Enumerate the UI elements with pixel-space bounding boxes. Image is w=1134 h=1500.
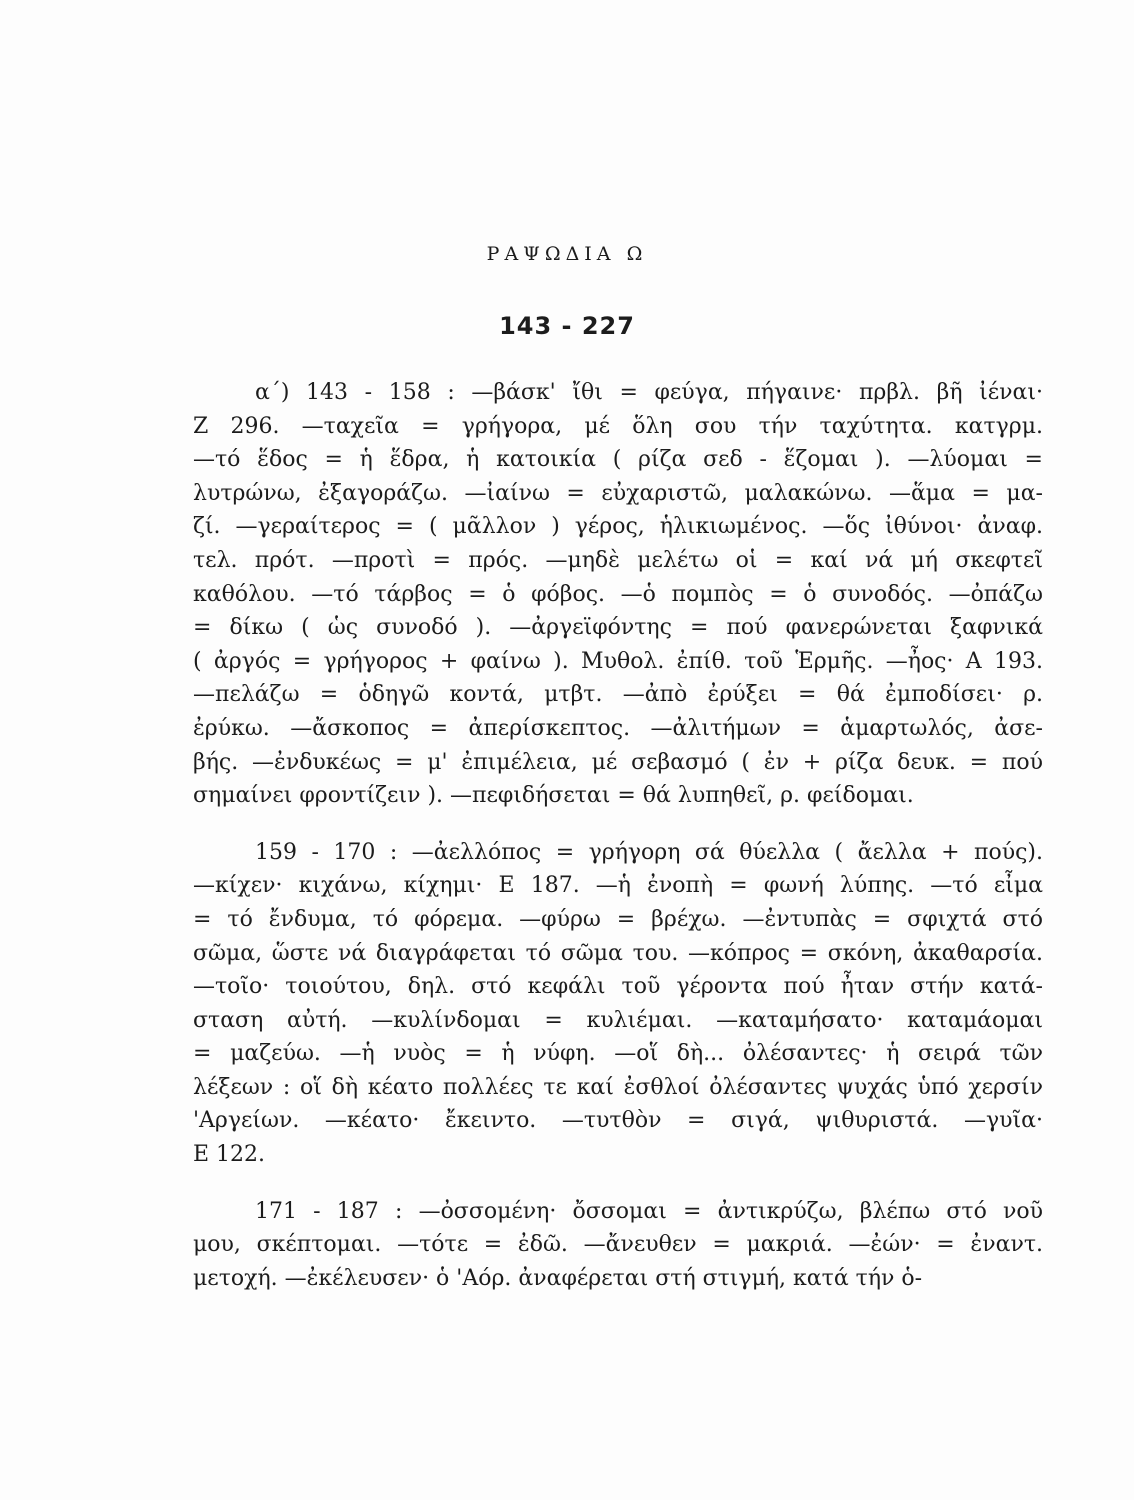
text-line: Ε 122. bbox=[193, 1142, 266, 1168]
text-line: 171 - 187 : —ὀσσομένη· ὄσσομαι = ἀντικρύζω, βλέπω στό νοῦ bbox=[255, 1198, 1043, 1224]
text-line: τελ. πρότ. —προτὶ = πρός. —μηδὲ μελέτω οἱ = καί νά μή σκεφτεῖ bbox=[193, 547, 1043, 573]
text-line: —τό ἕδος = ἡ ἕδρα, ἡ κατοικία ( ρίζα σεδ - ἕζομαι ). —λύομαι = bbox=[193, 447, 1043, 473]
verse-range-title: 143 - 227 bbox=[499, 312, 635, 340]
text-line: σημαίνει φροντίζειν ). —πεφιδήσεται = θά λυπηθεῖ, ρ. φείδομαι. bbox=[193, 783, 914, 809]
text-line: —πελάζω = ὁδηγῶ κοντά, μτβτ. —ἀπὸ ἐρύξει = θά ἐμποδίσει· ρ. bbox=[193, 682, 1043, 708]
text-line: σῶμα, ὥστε νά διαγράφεται τό σῶμα του. —κόπρος = σκόνη, ἀκαθαρσία. bbox=[193, 940, 1043, 966]
text-line: 'Αργείων. —κέατο· ἔκειντο. —τυτθὸν = σιγά, ψιθυριστά. —γυῖα· bbox=[193, 1108, 1043, 1134]
text-line: ζί. —γεραίτερος = ( μᾶλλον ) γέρος, ἡλικιωμένος. —ὅς ἰθύνοι· ἀναφ. bbox=[193, 514, 1043, 540]
text-line: = τό ἔνδυμα, τό φόρεμα. —φύρω = βρέχω. —ἐντυπὰς = σφιχτά στό bbox=[193, 906, 1043, 932]
text-line: Ζ 296. —ταχεῖα = γρήγορα, μέ ὅλη σου τήν ταχύτητα. κατγρμ. bbox=[193, 413, 1043, 439]
text-line: λέξεων : οἵ δὴ κέατο πολλέες τε καί ἐσθλοί ὀλέσαντες ψυχάς ὑπό χερσίν bbox=[193, 1074, 1043, 1100]
text-line: = δίκω ( ὡς συνοδό ). —ἀργεϊφόντης = πού φανερώνεται ξαφνικά bbox=[193, 615, 1043, 641]
text-line: σταση αὐτή. —κυλίνδομαι = κυλιέμαι. —καταμήσατο· καταμάομαι bbox=[193, 1007, 1043, 1033]
text-line: ( ἀργός = γρήγορος + φαίνω ). Μυθολ. ἐπίθ. τοῦ Ἑρμῆς. —ἦος· Α 193. bbox=[193, 648, 1043, 674]
paragraph-159-170 bbox=[193, 836, 1043, 1172]
commentary-body bbox=[193, 376, 1043, 1318]
text-line: —τοῖο· τοιούτου, δηλ. στό κεφάλι τοῦ γέροντα πού ἦταν στήν κατά- bbox=[193, 974, 1043, 1000]
paragraph-171-187 bbox=[193, 1195, 1043, 1296]
text-line: = μαζεύω. —ἡ νυὸς = ἡ νύφη. —οἵ δὴ... ὀλέσαντες· ἡ σειρά τῶν bbox=[193, 1041, 1043, 1067]
text-line: —κίχεν· κιχάνω, κίχημι· Ε 187. —ἡ ἐνοπὴ = φωνή λύπης. —τό εἶμα bbox=[193, 873, 1043, 899]
text-line: ἐρύκω. —ἄσκοπος = ἀπερίσκεπτος. —ἀλιτήμων = ἁμαρτωλός, ἀσε- bbox=[193, 715, 1043, 741]
text-line: α΄) 143 - 158 : —βάσκ' ἴθι = φεύγα, πήγαινε· πρβλ. βῆ ἰέναι· bbox=[255, 380, 1043, 405]
text-line: 159 - 170 : —ἀελλόπος = γρήγορη σά θύελλα ( ἄελλα + πούς). bbox=[255, 839, 1043, 865]
text-line: μετοχή. —ἐκέλευσεν· ὁ 'Αόρ. ἀναφέρεται στή στιγμή, κατά τήν ὁ- bbox=[193, 1265, 923, 1291]
rhapsody-heading: ΡΑΨΩΔΙΑ Ω bbox=[486, 243, 648, 265]
text-line: μου, σκέπτομαι. —τότε = ἐδῶ. —ἄνευθεν = μακριά. —ἐών· = ἐναντ. bbox=[193, 1232, 1043, 1258]
paragraph-143-158 bbox=[193, 376, 1043, 813]
text-line: βής. —ἐνδυκέως = μ' ἐπιμέλεια, μέ σεβασμό ( ἐν + ρίζα δευκ. = πού bbox=[193, 749, 1043, 775]
text-line: λυτρώνω, ἐξαγοράζω. —ἰαίνω = εὐχαριστῶ, μαλακώνω. —ἅμα = μα- bbox=[193, 480, 1043, 506]
text-line: καθόλου. —τό τάρβος = ὁ φόβος. —ὁ πομπὸς = ὁ συνοδός. —ὀπάζω bbox=[193, 581, 1043, 607]
